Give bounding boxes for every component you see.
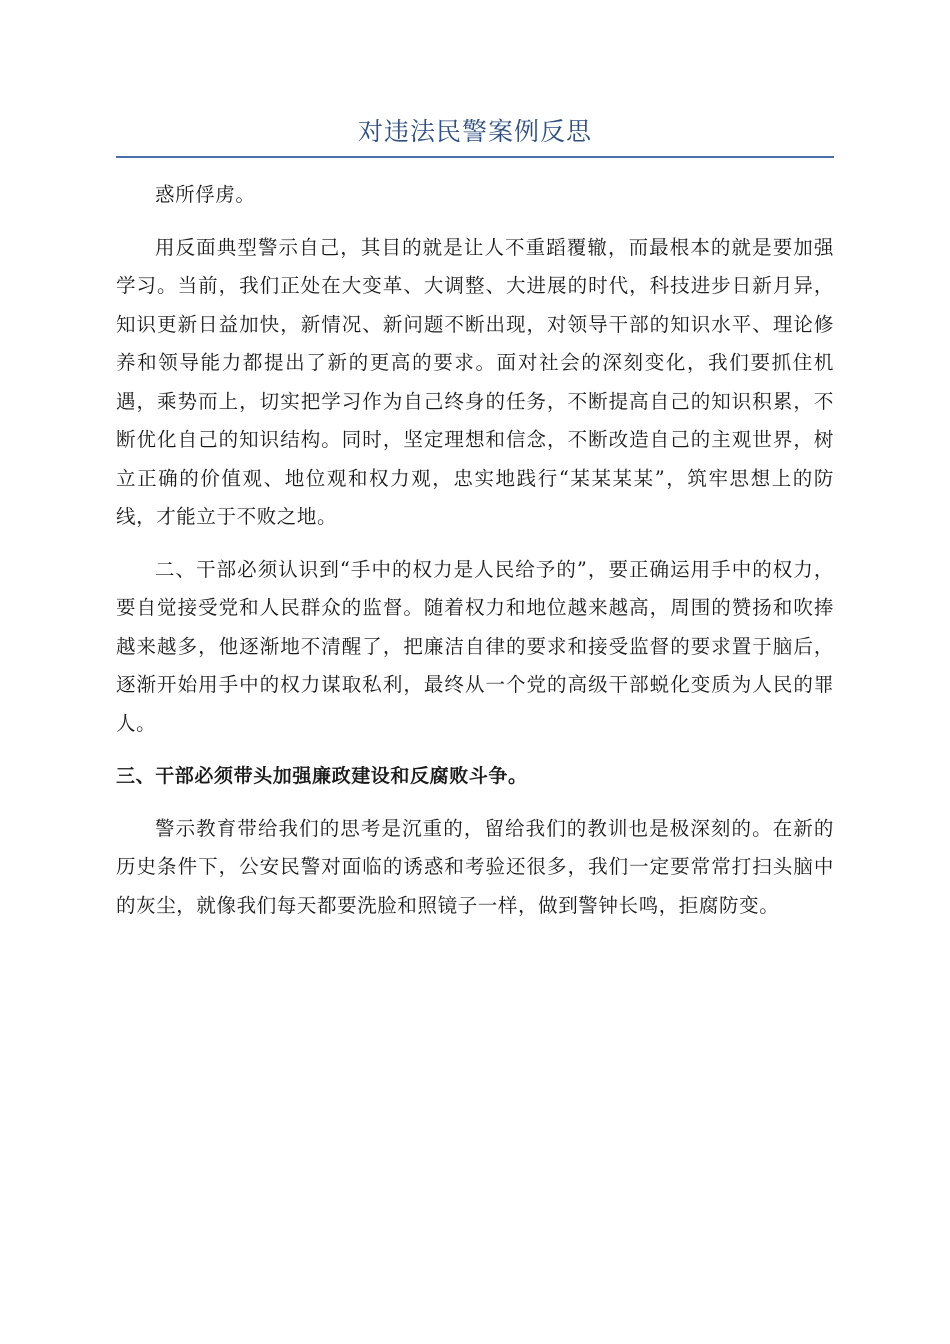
paragraph-section-two: 二、干部必须认识到“手中的权力是人民给予的”，要正确运用手中的权力，要自觉接受党和人民群众的监督。随着权力和地位越来越高，周围的赞扬和吹捧越来越多，他逐渐地不清醒了，把廉洁自律的要求和接受监督的要求置于脑后，逐渐开始用手中的权力谋取私利，最终从一个党的高级干部蜕化变质为人民的罪人。 xyxy=(116,557,834,735)
document-body xyxy=(116,176,834,939)
paragraph-learning: 用反面典型警示自己，其目的就是让人不重蹈覆辙，而最根本的就是要加强学习。当前，我们正处在大变革、大调整、大进展的时代，科技进步日新月异，知识更新日益加快，新情况、新问题不断出现，对领导干部的知识水平、理论修养和领导能力都提出了新的更高的要求。面对社会的深刻变化，我们要抓住机遇，乘势而上，切实把学习作为自己终身的任务，不断提高自己的知识积累，不断优化自己的知识结构。同时，坚定理想和信念，不断改造自己的主观世界，树立正确的价值观、地位观和权力观，忠实地践行“某某某某”，筑牢思想上的防线，才能立于不败之地。 xyxy=(116,235,834,528)
paragraph-conclusion: 警示教育带给我们的思考是沉重的，留给我们的教训也是极深刻的。在新的历史条件下，公安民警对面临的诱惑和考验还很多，我们一定要常常打扫头脑中的灰尘，就像我们每天都要洗脸和照镜子一样，做到警钟长鸣，拒腐防变。 xyxy=(116,816,834,917)
section-three-heading: 三、干部必须带头加强廉政建设和反腐败斗争。 xyxy=(116,765,528,787)
document-title: 对违法民警案例反思 xyxy=(357,117,592,146)
paragraph-continuation: 惑所俘虏。 xyxy=(155,183,256,206)
document-header xyxy=(116,112,834,158)
